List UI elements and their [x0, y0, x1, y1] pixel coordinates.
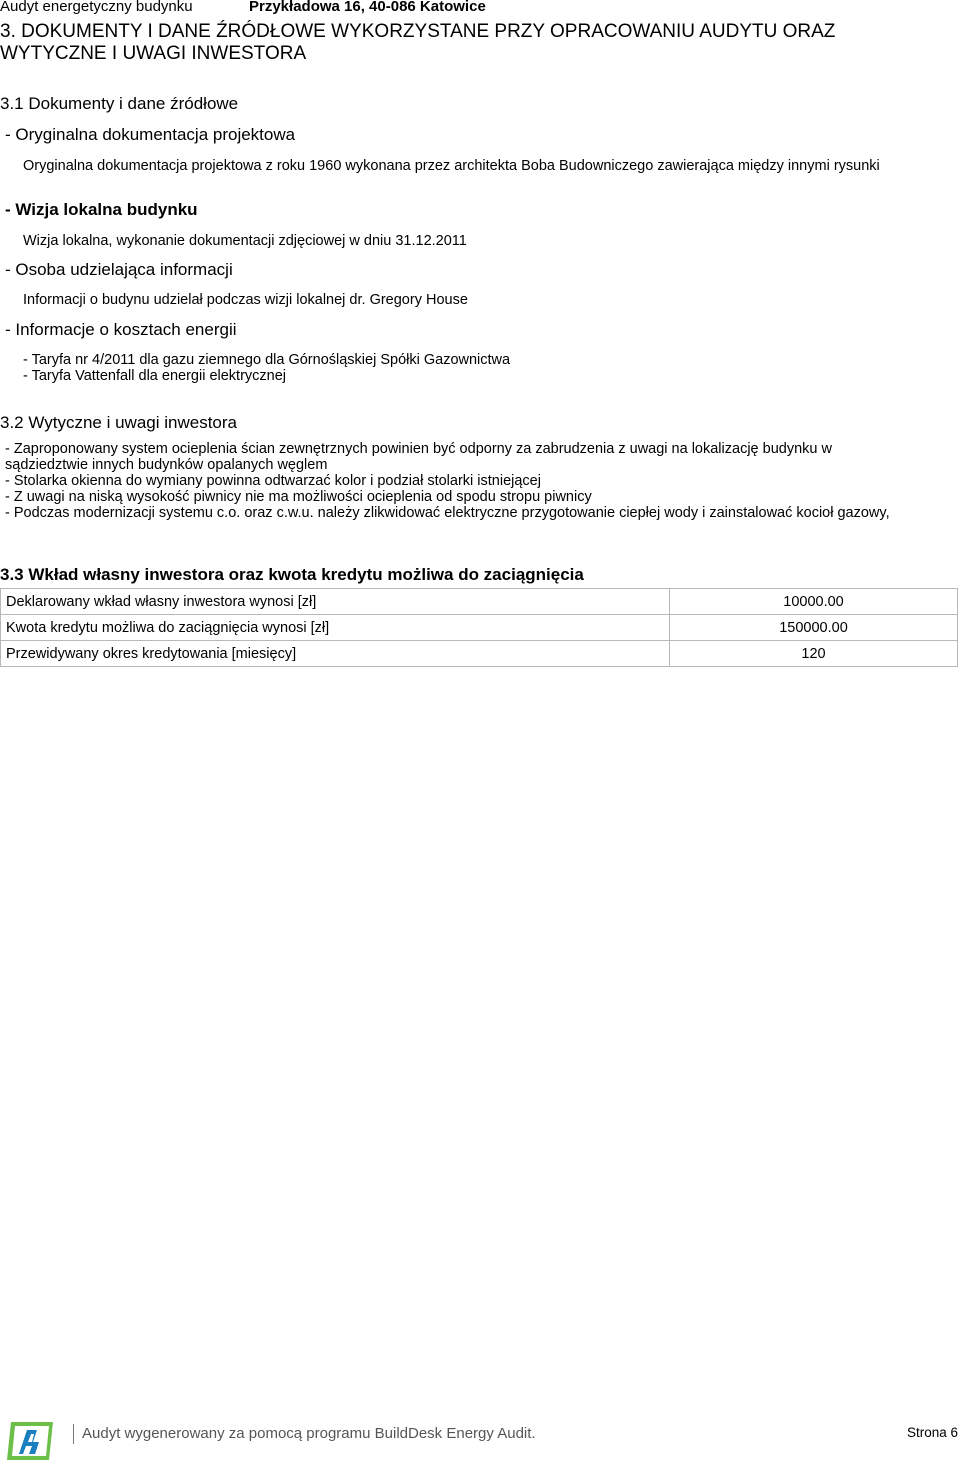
- page-number: Strona 6: [907, 1425, 959, 1440]
- table-row: [1, 589, 958, 615]
- section-3-3-heading: 3.3 Wkład własny inwestora oraz kwota kredytu możliwa do zaciągnięcia: [0, 565, 584, 584]
- header-address: Przykładowa 16, 40-086 Katowice: [249, 0, 486, 15]
- item-text-informant: Informacji o budynu udzielał podczas wizji lokalnej dr. Gregory House: [23, 292, 468, 308]
- table-cell-value: 120: [670, 641, 958, 667]
- item-title-energy-costs: - Informacje o kosztach energii: [5, 320, 237, 339]
- guideline-item: - Z uwagi na niską wysokość piwnicy nie ma możliwości ocieplenia od spodu stropu piwnicy: [5, 489, 592, 505]
- footer-text: Audyt wygenerowany za pomocą programu BuildDesk Energy Audit.: [82, 1425, 536, 1442]
- table-row: [1, 641, 958, 667]
- item-title-site-visit: - Wizja lokalna budynku: [5, 200, 198, 219]
- table-cell-value: 150000.00: [670, 615, 958, 641]
- guideline-item: - Stolarka okienna do wymiany powinna odtwarzać kolor i podział stolarki istniejącej: [5, 473, 541, 489]
- document-title: 3. DOKUMENTY I DANE ŹRÓDŁOWE WYKORZYSTANE PRZY OPRACOWANIU AUDYTU ORAZ WYTYCZNE I UWAGI INWESTORA: [0, 21, 836, 64]
- builddesk-logo-svg: [5, 1418, 55, 1464]
- item-title-documentation: - Oryginalna dokumentacja projektowa: [5, 125, 296, 144]
- item-text-documentation: Oryginalna dokumentacja projektowa z roku 1960 wykonana przez architekta Boba Budowniczego zawierająca między innymi rysunki: [23, 158, 880, 174]
- builddesk-logo-icon: [5, 1418, 55, 1464]
- table-cell-label: Przewidywany okres kredytowania [miesięcy]: [1, 641, 670, 667]
- section-3-1-heading: 3.1 Dokumenty i dane źródłowe: [0, 94, 239, 113]
- guideline-item: - Podczas modernizacji systemu c.o. oraz c.w.u. należy zlikwidować elektryczne przygotowanie ciepłej wody i zainstalować kocioł gazowy,: [5, 505, 890, 521]
- table-cell-value: 10000.00: [670, 589, 958, 615]
- header-title: Audyt energetyczny budynku: [0, 0, 193, 15]
- energy-tariff-gas: - Taryfa nr 4/2011 dla gazu ziemnego dla Górnośląskiej Spółki Gazownictwa: [23, 352, 511, 368]
- table-cell-label: Deklarowany wkład własny inwestora wynosi [zł]: [1, 589, 670, 615]
- credit-table: [0, 588, 958, 667]
- section-3-2-heading: 3.2 Wytyczne i uwagi inwestora: [0, 413, 238, 432]
- item-text-site-visit: Wizja lokalna, wykonanie dokumentacji zdjęciowej w dniu 31.12.2011: [23, 233, 467, 249]
- guideline-item: - Zaproponowany system ocieplenia ścian zewnętrznych powinien być odporny za zabrudzenia z uwagi na lokalizację budynku w sądziedztwie innych budynków opalanych węglem: [5, 441, 832, 473]
- energy-tariff-electricity: - Taryfa Vattenfall dla energii elektrycznej: [23, 368, 287, 384]
- table-row: [1, 615, 958, 641]
- guideline-list: [5, 441, 905, 521]
- table-cell-label: Kwota kredytu możliwa do zaciągnięcia wynosi [zł]: [1, 615, 670, 641]
- footer-separator: [73, 1424, 74, 1444]
- item-title-informant: - Osoba udzielająca informacji: [5, 260, 233, 279]
